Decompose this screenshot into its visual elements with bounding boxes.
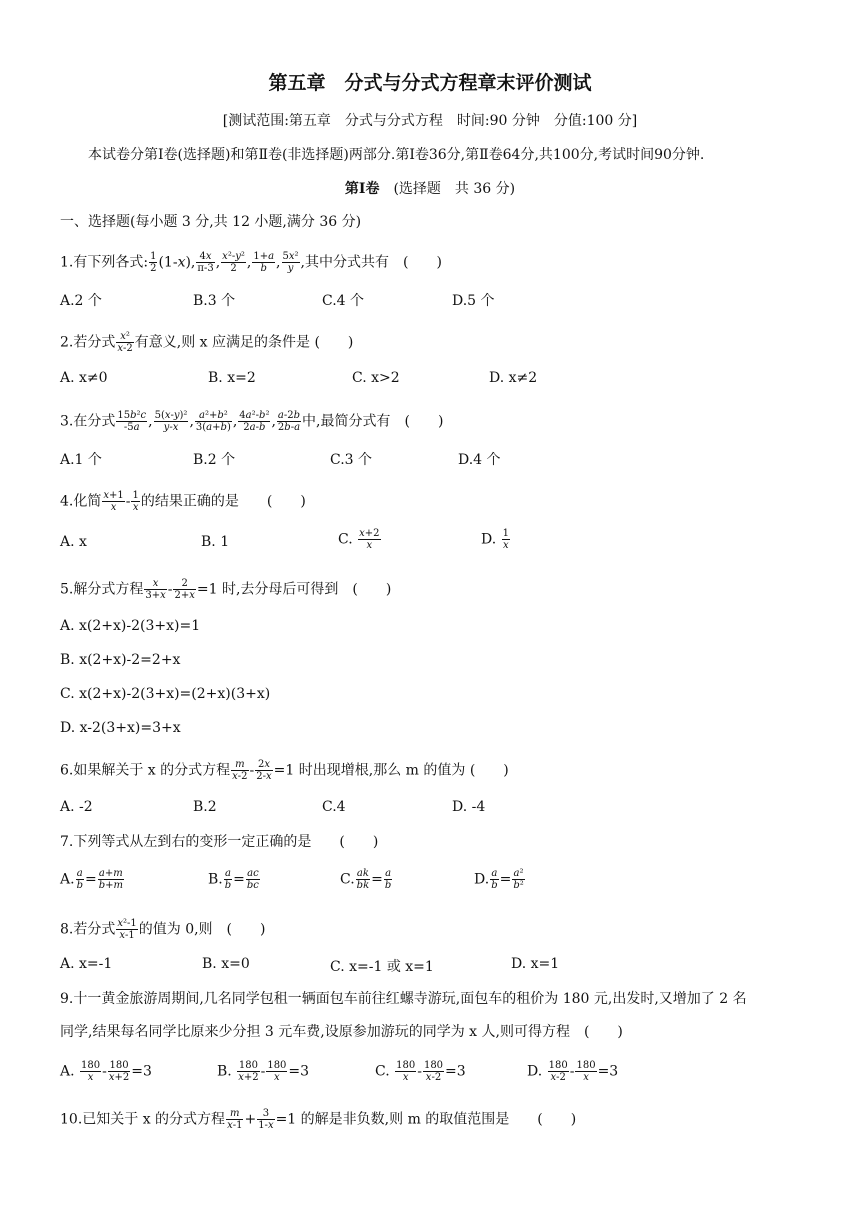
question-8: 8.若分式 $\frac{\text{x²-1}}{x-1}$ 的值为 0,则 ( ) bbox=[60, 918, 266, 941]
q4-option-c-label: C. bbox=[338, 531, 353, 548]
q2-option-a: A. x≠0 bbox=[60, 370, 108, 386]
q7-option-c: C. $\frac{ak}{bk}$ = $\frac{a}{b}$ bbox=[340, 868, 392, 891]
q4-suffix: 的结果正确的是 ( ) bbox=[140, 493, 306, 510]
q9-option-c-label: C. bbox=[375, 1063, 390, 1080]
q8-option-c: C. x=-1 或 x=1 bbox=[330, 959, 434, 975]
question-10: 10.已知关于 x 的分式方程 $\frac{m}{x-1}$ + $\frac{3}{1-x}$ =1 的解是非负数,则 m 的取值范围是 ( ) bbox=[60, 1108, 577, 1131]
q9-option-d-label: D. bbox=[527, 1063, 543, 1080]
q4-prefix: 4.化简 bbox=[60, 493, 102, 510]
question-9-line-2: 同学,结果每名同学比原来少分担 3 元车费,设原参加游玩的同学为 x 人,则可得方程 ( ) bbox=[60, 1024, 623, 1040]
q5-prefix: 5.解分式方程 bbox=[60, 581, 144, 598]
q5-option-d: D. x-2(3+x)=3+x bbox=[60, 720, 181, 736]
question-3: 3.在分式 $\frac{\text{15b²c}}{-5a}$ , $\frac{\text{5(x-y)²}}{y-x}$ , $\frac{\text{a²+b²}}{3(a+b)}$ , $\frac{\text{4a²-b²}}{2a-b}$ , $\frac{a-2b}{2b-a}$ 中,最简分式有 ( ) bbox=[60, 410, 444, 433]
q10-prefix: 10.已知关于 x 的分式方程 bbox=[60, 1111, 226, 1128]
question-2: 2.若分式 $\frac{\text{x²}}{x-2}$ 有意义,则 x 应满足的条件是 ( ) bbox=[60, 331, 354, 354]
q7-option-c-label: C. bbox=[340, 871, 355, 888]
q8-option-a: A. x=-1 bbox=[60, 956, 113, 972]
q6-option-c: C.4 bbox=[322, 799, 346, 815]
q4-option-b: B. 1 bbox=[201, 534, 230, 550]
q2-option-d: D. x≠2 bbox=[489, 370, 538, 386]
question-5: 5.解分式方程 $\frac{x}{3+x}$ - $\frac{2}{2+x}$ =1 时,去分母后可得到 ( ) bbox=[60, 578, 392, 601]
q2-suffix: 有意义,则 x 应满足的条件是 ( ) bbox=[134, 334, 354, 351]
q7-option-b: B. $\frac{a}{b}$ = $\frac{ac}{bc}$ bbox=[208, 868, 259, 891]
q8-option-d: D. x=1 bbox=[511, 956, 560, 972]
q5-option-c: C. x(2+x)-2(3+x)=(2+x)(3+x) bbox=[60, 686, 271, 702]
q5-suffix: =1 时,去分母后可得到 ( ) bbox=[196, 581, 392, 598]
q1-option-c: C.4 个 bbox=[322, 293, 365, 309]
question-1: 1.有下列各式: $\frac{1}{2}$ (1-x), $\frac{4x}{\pi-3}$ , $\frac{\text{x²-y²}}{2}$ , $\frac{1+a}{b}$ , $\frac{\text{5x²}}{y}$ ,其中分式共有 ( ) bbox=[60, 251, 442, 274]
q5-option-a: A. x(2+x)-2(3+x)=1 bbox=[60, 618, 201, 634]
intro-text: 本试卷分第Ⅰ卷(选择题)和第Ⅱ卷(非选择题)两部分.第Ⅰ卷36分,第Ⅱ卷64分,共100分,考试时间90分钟. bbox=[88, 147, 705, 163]
q9-option-d: D. $\frac{180}{x-2}$ - $\frac{180}{x}$ =3 bbox=[527, 1060, 619, 1083]
q6-option-b: B.2 bbox=[193, 799, 217, 815]
q7-option-a-label: A. bbox=[60, 871, 75, 888]
q7-option-a: A. $\frac{a}{b}$ = $\frac{a+m}{b+m}$ bbox=[60, 868, 123, 891]
q4-option-d-label: D. bbox=[481, 531, 497, 548]
q5-option-b: B. x(2+x)-2=2+x bbox=[60, 652, 181, 668]
q2-prefix: 2.若分式 bbox=[60, 334, 116, 351]
page-title: 第五章 分式与分式方程章末评价测试 bbox=[268, 72, 592, 94]
q10-suffix: =1 的解是非负数,则 m 的取值范围是 ( ) bbox=[275, 1111, 577, 1128]
q1-option-b: B.3 个 bbox=[193, 293, 236, 309]
q8-suffix: 的值为 0,则 ( ) bbox=[138, 921, 266, 938]
q4-option-c: C. $\frac{x+2}{x}$ bbox=[338, 528, 380, 551]
q6-prefix: 6.如果解关于 x 的分式方程 bbox=[60, 762, 231, 779]
q7-option-b-label: B. bbox=[208, 871, 223, 888]
q1-option-a: A.2 个 bbox=[60, 293, 102, 309]
question-7: 7.下列等式从左到右的变形一定正确的是 ( ) bbox=[60, 834, 379, 850]
section-heading: 一、选择题(每小题 3 分,共 12 小题,满分 36 分) bbox=[60, 214, 362, 230]
q8-option-b: B. x=0 bbox=[202, 956, 250, 972]
q3-prefix: 3.在分式 bbox=[60, 413, 116, 430]
q3-option-b: B.2 个 bbox=[193, 452, 236, 468]
q1-option-d: D.5 个 bbox=[452, 293, 495, 309]
q2-option-b: B. x=2 bbox=[208, 370, 256, 386]
q2-option-c: C. x>2 bbox=[352, 370, 400, 386]
question-9-line-1: 9.十一黄金旅游周期间,几名同学包租一辆面包车前往红螺寺游玩,面包车的租价为 180 元,出发时,又增加了 2 名 bbox=[60, 991, 747, 1007]
q1-suffix: ,其中分式共有 ( ) bbox=[300, 254, 442, 271]
q9-option-a-label: A. bbox=[60, 1063, 75, 1080]
test-scope: [测试范围:第五章 分式与分式方程 时间:90 分钟 分值:100 分] bbox=[222, 113, 638, 129]
q4-option-a: A. x bbox=[60, 534, 87, 550]
q9-option-c: C. $\frac{180}{x}$ - $\frac{180}{x-2}$ =3 bbox=[375, 1060, 466, 1083]
q7-option-d-label: D. bbox=[474, 871, 490, 888]
q9-option-a: A. $\frac{180}{x}$ - $\frac{180}{x+2}$ =3 bbox=[60, 1060, 152, 1083]
question-6: 6.如果解关于 x 的分式方程 $\frac{m}{x-2}$ - $\frac{2x}{2-x}$ =1 时出现增根,那么 m 的值为 ( ) bbox=[60, 759, 509, 782]
q9-option-b-label: B. bbox=[217, 1063, 232, 1080]
q7-option-d: D. $\frac{a}{b}$ = $\frac{\text{a²}}{\text{b²}}$ bbox=[474, 868, 524, 891]
q8-prefix: 8.若分式 bbox=[60, 921, 116, 938]
q4-option-d: D. $\frac{1}{x}$ bbox=[481, 528, 510, 551]
part1-heading bbox=[0, 180, 860, 198]
q3-option-a: A.1 个 bbox=[60, 452, 102, 468]
part1-title: 第Ⅰ卷 bbox=[344, 181, 380, 197]
q3-option-d: D.4 个 bbox=[458, 452, 501, 468]
q1-prefix: 1.有下列各式: bbox=[60, 254, 149, 271]
part1-subtitle: (选择题 共 36 分) bbox=[393, 181, 516, 197]
q6-option-a: A. -2 bbox=[60, 799, 93, 815]
q9-option-b: B. $\frac{180}{x+2}$ - $\frac{180}{x}$ =3 bbox=[217, 1060, 310, 1083]
q3-suffix: 中,最简分式有 ( ) bbox=[302, 413, 444, 430]
q6-suffix: =1 时出现增根,那么 m 的值为 ( ) bbox=[273, 762, 509, 779]
q3-option-c: C.3 个 bbox=[330, 452, 373, 468]
question-4: 4.化简 $\frac{x+1}{x}$ - $\frac{1}{x}$ 的结果正确的是 ( ) bbox=[60, 490, 306, 513]
q6-option-d: D. -4 bbox=[452, 799, 486, 815]
